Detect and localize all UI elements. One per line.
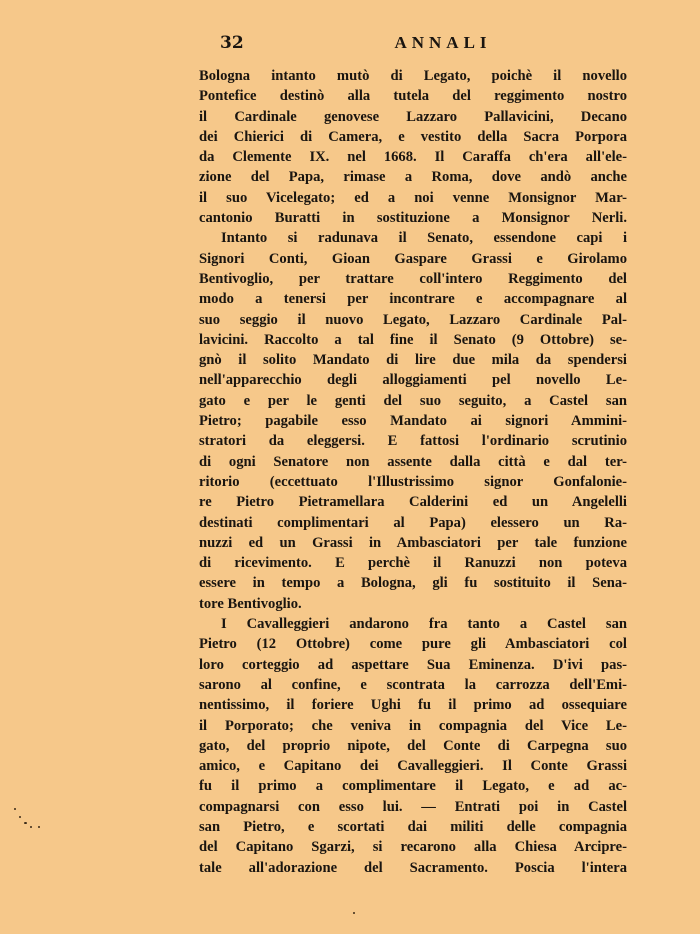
text-line: nuzzi ed un Grassi in Ambasciatori per tale funzione <box>199 534 627 551</box>
text-line: Pontefice destinò alla tutela del reggimento nostro <box>199 88 627 105</box>
running-title: ANNALI <box>394 33 492 52</box>
text-line: re Pietro Pietramellara Calderini ed un Angelelli <box>199 494 627 511</box>
text-line: nell'apparecchio degli alloggiamenti pel novello Le- <box>199 372 627 389</box>
text-line: Bologna intanto mutò di Legato, poichè il novello <box>199 68 627 84</box>
text-line: di ogni Senatore non assente dalla città e dal ter- <box>199 453 627 470</box>
text-line: Pietro (12 Ottobre) come pure gli Ambasciatori col <box>199 636 627 653</box>
text-line: nentissimo, il foriere Ughi fu il primo ad ossequiare <box>199 697 627 714</box>
scan-speck <box>14 808 16 810</box>
text-line: amico, e Capitano dei Cavalleggieri. Il Conte Grassi <box>199 758 627 775</box>
text-line: Bentivoglio, per trattare coll'intero Reggimento del <box>199 270 627 287</box>
paragraph-start-line: I Cavalleggieri andarono fra tanto a Castel san <box>221 616 627 633</box>
scan-speck <box>19 816 21 818</box>
text-line: zione del Papa, rimase a Roma, dove andò anche <box>199 169 627 186</box>
text-line: gato, del proprio nipote, del Conte di Carpegna suo <box>199 737 627 754</box>
text-line: da Clemente IX. nel 1668. Il Caraffa ch'era all'ele- <box>199 149 627 166</box>
text-line: suo seggio il nuovo Legato, Lazzaro Cardinale Pal- <box>199 311 627 328</box>
text-line: il Cardinale genovese Lazzaro Pallavicini, Decano <box>199 108 627 125</box>
text-line: gato e per le genti del suo seguito, a Castel san <box>199 392 627 409</box>
text-line: san Pietro, e scortati dai militi delle compagnia <box>199 818 627 835</box>
text-line: tale all'adorazione del Sacramento. Poscia l'intera <box>199 859 627 876</box>
text-line: il Porporato; che veniva in compagnia del Vice Le- <box>199 717 627 734</box>
scan-speck <box>30 826 32 828</box>
text-line: dei Chierici di Camera, e vestito della Sacra Porpora <box>199 128 627 145</box>
text-line: gnò il solito Mandato di lire due mila da spendersi <box>199 352 627 369</box>
paragraph-end-line: tore Bentivoglio. <box>199 595 302 612</box>
text-line: di ricevimento. E perchè il Ranuzzi non poteva <box>199 555 627 572</box>
text-line: cantonio Buratti in sostituzione a Monsignor Nerli. <box>199 210 627 227</box>
paragraph-start-line: Intanto si radunava il Senato, essendone capi i <box>221 230 627 247</box>
scan-speck <box>38 826 40 828</box>
text-line: sarono al confine, e scontrata la carrozza dell'Emi- <box>199 676 627 693</box>
text-line: ritorio (eccettuato l'Illustrissimo signor Gonfalonie- <box>199 473 627 490</box>
text-line: lavicini. Raccolto a tal fine il Senato (9 Ottobre) se- <box>199 331 627 348</box>
scan-speck <box>24 822 27 824</box>
text-line: modo a tenersi per incontrare e accompagnare al <box>199 291 627 308</box>
text-line: stratori da eleggersi. E fattosi l'ordinario scrutinio <box>199 433 627 450</box>
scan-speck <box>353 912 355 914</box>
text-line: Signori Conti, Gioan Gaspare Grassi e Girolamo <box>199 250 627 267</box>
text-body <box>199 66 627 878</box>
text-line: essere in tempo a Bologna, gli fu sostituito il Sena- <box>199 575 627 592</box>
text-line: il suo Vicelegato; ed a noi venne Monsignor Mar- <box>199 189 627 206</box>
text-line: destinati complimentari al Papa) elessero un Ra- <box>199 514 627 531</box>
text-line: fu il primo a complimentare il Legato, e ad ac- <box>199 778 627 795</box>
page-number: 32 <box>220 33 244 53</box>
text-line: del Capitano Sgarzi, si recarono alla Chiesa Arcipre- <box>199 839 627 856</box>
text-line: loro corteggio ad aspettare Sua Eminenza. D'ivi pas- <box>199 656 627 673</box>
page-header <box>200 33 626 57</box>
text-line: compagnarsi con esso lui. — Entrati poi in Castel <box>199 798 627 815</box>
text-line: Pietro; pagabile esso Mandato ai signori Ammini- <box>199 413 627 430</box>
